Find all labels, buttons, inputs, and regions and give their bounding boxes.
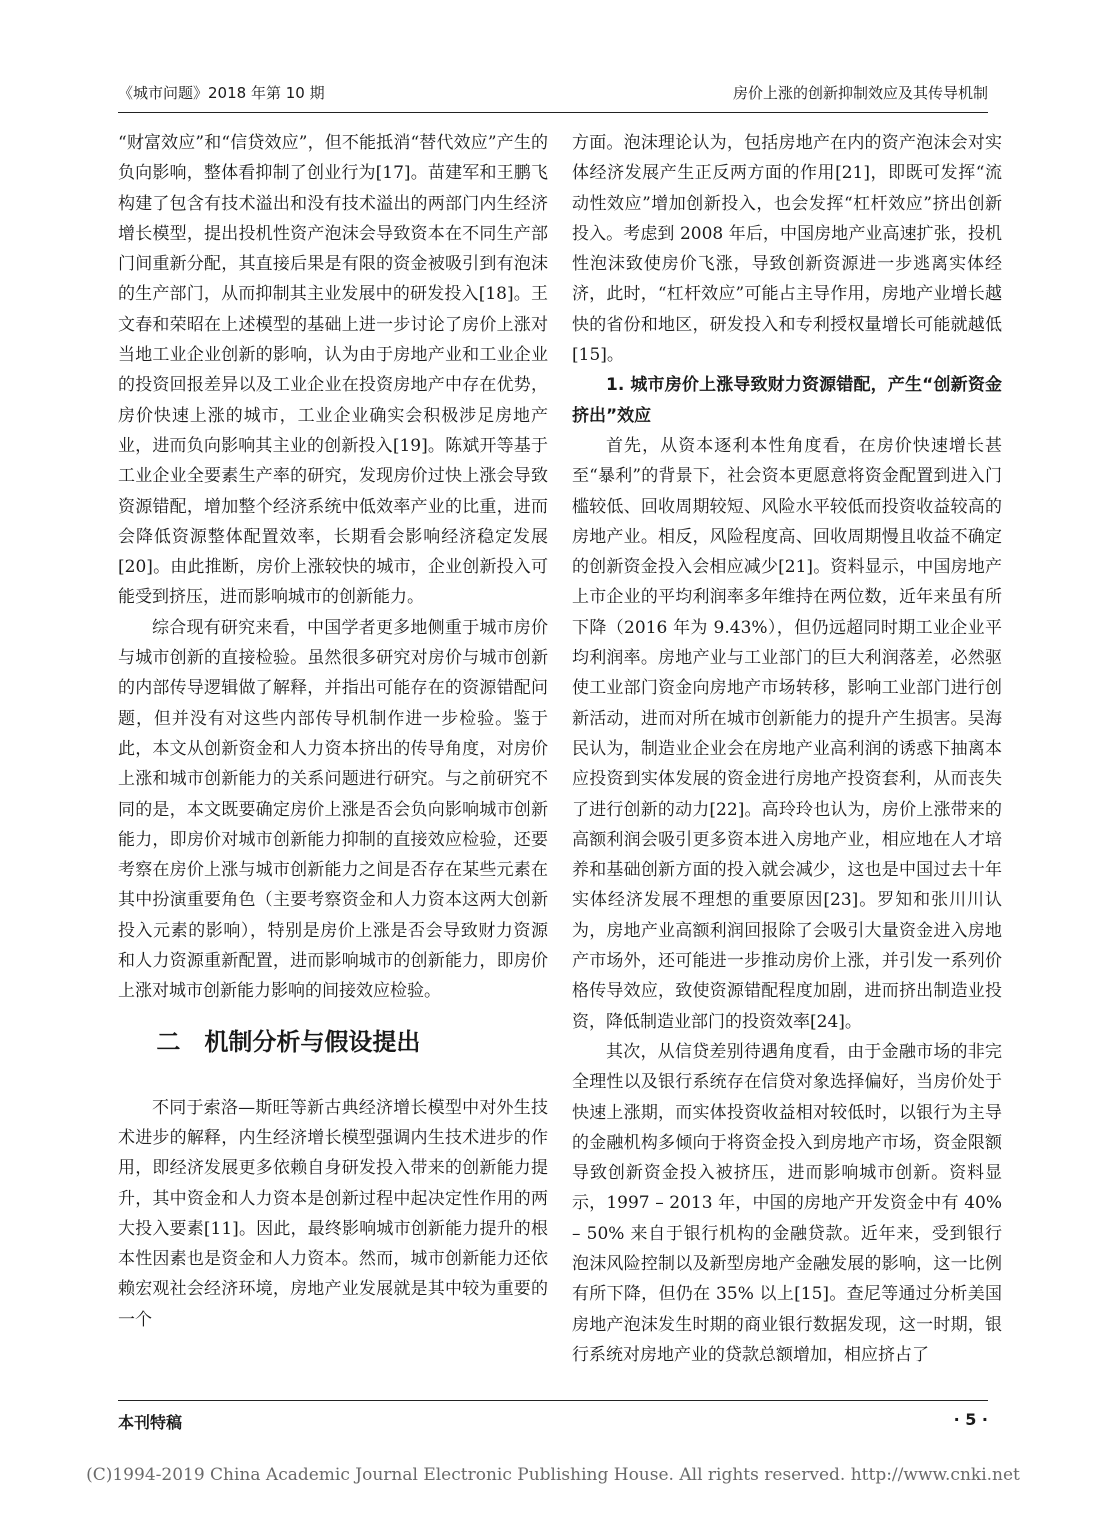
left-column xyxy=(118,128,548,1335)
page-number: · 5 · xyxy=(953,1410,988,1429)
paragraph: 方面。泡沫理论认为，包括房地产在内的资产泡沫会对实体经济发展产生正反两方面的作用[21]，即既可发挥“流动性效应”增加创新投入，也会发挥“杠杆效应”挤出创新投入。考虑到 2008 年后，中国房地产业高速扩张，投机性泡沫致使房价飞涨，导致创新资源进一步逃离实体经济，此时，“杠杆效应”可能占主导作用，房地产业增长越快的省份和地区，研发投入和专利授权量增长可能就越低[15]。 xyxy=(572,133,1002,366)
article-title: 房价上涨的创新抑制效应及其传导机制 xyxy=(732,84,988,102)
running-header xyxy=(118,82,988,106)
journal-issue: 《城市问题》2018 年第 10 期 xyxy=(118,84,325,102)
paragraph: 不同于索洛—斯旺等新古典经济增长模型中对外生技术进步的解释，内生经济增长模型强调内生技术进步的作用，即经济发展更多依赖自身研发投入带来的创新能力提升，其中资金和人力资本是创新过程中起决定性作用的两大投入要素[11]。因此，最终影响城市创新能力提升的根本性因素也是资金和人力资本。然而，城市创新能力还依赖宏观社会经济环境，房地产业发展就是其中较为重要的一个 xyxy=(118,1097,548,1330)
paragraph: “财富效应”和“信贷效应”，但不能抵消“替代效应”产生的负向影响，整体看抑制了创业行为[17]。苗建军和王鹏飞构建了包含有技术溢出和没有技术溢出的两部门内生经济增长模型，提出投机性资产泡沫会导致资本在不同生产部门间重新分配，其直接后果是有限的资金被吸引到有泡沫的生产部门，从而抑制其主业发展中的研发投入[18]。王文春和荣昭在上述模型的基础上进一步讨论了房价上涨对当地工业企业创新的影响，认为由于房地产业和工业企业的投资回报差异以及工业企业在投资房地产中存在优势，房价快速上涨的城市，工业企业确实会积极涉足房地产业，进而负向影响其主业的创新投入[19]。陈斌开等基于工业企业全要素生产率的研究，发现房价过快上涨会导致资源错配，增加整个经济系统中低效率产业的比重，进而会降低资源整体配置效率，长期看会影响经济稳定发展[20]。由此推断，房价上涨较快的城市，企业创新投入可能受到挤压，进而影响城市的创新能力。 xyxy=(118,133,548,608)
footer-rule xyxy=(118,1400,988,1401)
column-label: 本刊特稿 xyxy=(118,1413,183,1432)
right-column xyxy=(572,128,1002,1370)
paragraph: 其次，从信贷差别待遇角度看，由于金融市场的非完全理性以及银行系统存在信贷对象选择偏好，当房价处于快速上涨期，而实体投资收益相对较低时，以银行为主导的金融机构多倾向于将资金投入到房地产市场，资金限额导致创新资金投入被挤压，进而影响城市创新。资料显示，1997 – 2013 年，中国的房地产开发资金中有 40% – 50% 来自于银行机构的金融贷款。近年来，受到银行泡沫风险控制以及新型房地产金融发展的影响，这一比例有所下降，但仍在 35% 以上[15]。查尼等通过分析美国房地产泡沫发生时期的商业银行数据发现，这一时期，银行系统对房地产业的贷款总额增加，相应挤占了 xyxy=(572,1041,1002,1365)
header-rule xyxy=(118,112,988,113)
section-heading: 二 机制分析与假设提出 xyxy=(156,1027,421,1056)
paragraph: 首先，从资本逐利本性角度看，在房价快速增长甚至“暴利”的背景下，社会资本更愿意将资金配置到进入门槛较低、回收周期较短、风险水平较低而投资收益较高的房地产业。相反，风险程度高、回收周期慢且收益不确定的创新资金投入会相应减少[21]。资料显示，中国房地产上市企业的平均利润率多年维持在两位数，近年来虽有所下降（2016 年为 9.43%），但仍远超同时期工业企业平均利润率。房地产业与工业部门的巨大利润落差，必然驱使工业部门资金向房地产市场转移，影响工业部门进行创新活动，进而对所在城市创新能力的提升产生损害。吴海民认为，制造业企业会在房地产业高利润的诱惑下抽离本应投资到实体发展的资金进行房地产投资套利，从而丧失了进行创新的动力[22]。高玲玲也认为，房价上涨带来的高额利润会吸引更多资本进入房地产业，相应地在人才培养和基础创新方面的投入就会减少，这也是中国过去十年实体经济发展不理想的重要原因[23]。罗知和张川川认为，房地产业高额利润回报除了会吸引大量资金进入房地产市场外，还可能进一步推动房价上涨，并引发一系列价格传导效应，致使资源错配程度加剧，进而挤出制造业投资，降低制造业部门的投资效率[24]。 xyxy=(572,435,1002,1032)
subsection-heading: 1. 城市房价上涨导致财力资源错配，产生“创新资金挤出”效应 xyxy=(572,375,1002,426)
paragraph: 综合现有研究来看，中国学者更多地侧重于城市房价与城市创新的直接检验。虽然很多研究对房价与城市创新的内部传导逻辑做了解释，并指出可能存在的资源错配问题，但并没有对这些内部传导机制作进一步检验。鉴于此，本文从创新资金和人力资本挤出的传导角度，对房价上涨和城市创新能力的关系问题进行研究。与之前研究不同的是，本文既要确定房价上涨是否会负向影响城市创新能力，即房价对城市创新能力抑制的直接效应检验，还要考察在房价上涨与城市创新能力之间是否存在某些元素在其中扮演重要角色（主要考察资金和人力资本这两大创新投入元素的影响），特别是房价上涨是否会导致财力资源和人力资源重新配置，进而影响城市的创新能力，即房价上涨对城市创新能力影响的间接效应检验。 xyxy=(118,617,548,1002)
copyright-notice: (C)1994-2019 China Academic Journal Electronic Publishing House. All rights reserved. http://www.cnki.net xyxy=(86,1465,1020,1485)
